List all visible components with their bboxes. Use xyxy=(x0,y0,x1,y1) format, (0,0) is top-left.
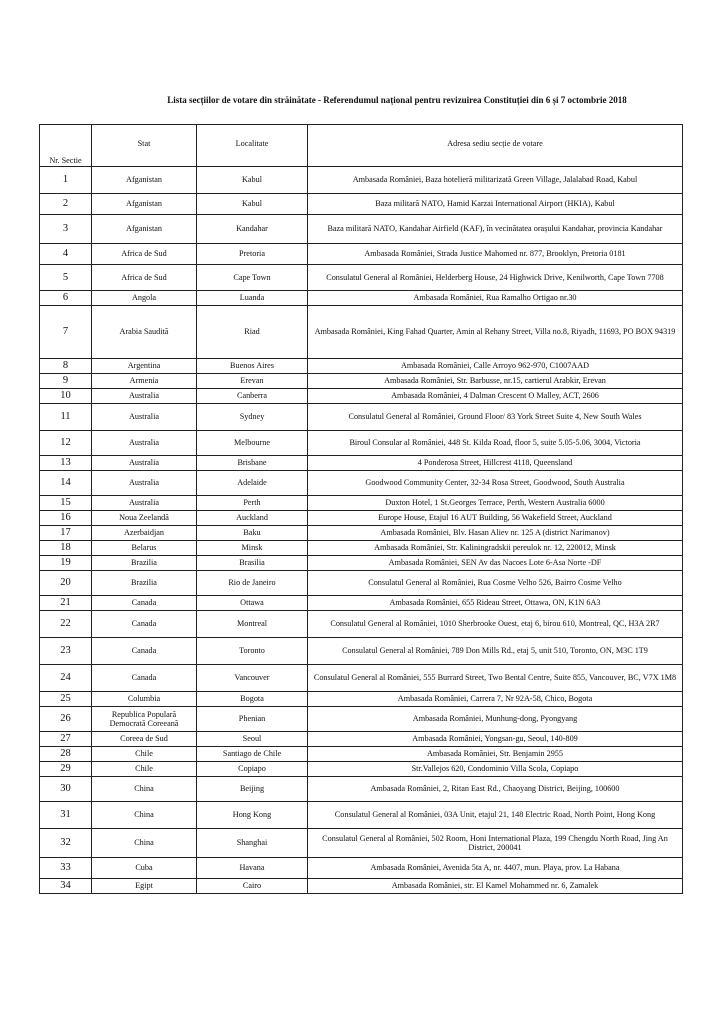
cell-localitate: Copiapo xyxy=(197,762,308,777)
table-row xyxy=(40,431,683,456)
cell-nr: 4 xyxy=(40,244,92,265)
cell-localitate: Auckland xyxy=(197,511,308,526)
cell-nr: 10 xyxy=(40,389,92,404)
table-row xyxy=(40,215,683,244)
cell-adresa: Ambasada României, King Fahad Quarter, Amin al Rehany Street, Villa no.8, Riyadh, 11693, PO BOX 94319 xyxy=(308,306,683,359)
cell-localitate: Cape Town xyxy=(197,265,308,291)
cell-adresa: Goodwood Community Center, 32-34 Rosa Street, Goodwood, South Australia xyxy=(308,471,683,496)
cell-stat: Afganistan xyxy=(92,194,197,215)
cell-adresa: Consulatul General al României, 03A Unit, etajul 21, 148 Electric Road, North Point, Hong Kong xyxy=(308,802,683,829)
cell-nr: 33 xyxy=(40,858,92,879)
table-row xyxy=(40,471,683,496)
cell-nr: 16 xyxy=(40,511,92,526)
cell-adresa: Duxton Hotel, 1 St.Georges Terrace, Perth, Western Australia 6000 xyxy=(308,496,683,511)
cell-stat: Cuba xyxy=(92,858,197,879)
cell-adresa: Consulatul General al României, 502 Room, Honi International Plaza, 199 Chengdu North Road, Jing An District, 200041 xyxy=(308,829,683,858)
table-row xyxy=(40,306,683,359)
cell-localitate: Luanda xyxy=(197,291,308,306)
cell-stat: Afganistan xyxy=(92,167,197,194)
table-row xyxy=(40,732,683,747)
table-row xyxy=(40,879,683,894)
cell-nr: 3 xyxy=(40,215,92,244)
cell-adresa: Consulatul General al României, Rua Cosme Velho 526, Bairro Cosme Velho xyxy=(308,571,683,596)
cell-stat: Africa de Sud xyxy=(92,244,197,265)
cell-localitate: Sydney xyxy=(197,404,308,431)
cell-adresa: Ambasada României, SEN Av das Nacoes Lote 6-Asa Norte -DF xyxy=(308,556,683,571)
cell-stat: Canada xyxy=(92,665,197,692)
cell-localitate: Baku xyxy=(197,526,308,541)
cell-adresa: Ambasada României, Baza hotelieră militarizată Green Village, Jalalabad Road, Kabul xyxy=(308,167,683,194)
table-row xyxy=(40,244,683,265)
table-row xyxy=(40,374,683,389)
table-row xyxy=(40,802,683,829)
cell-adresa: Ambasada României, Munhung-dong, Pyongyang xyxy=(308,707,683,732)
table-row xyxy=(40,167,683,194)
cell-nr: 30 xyxy=(40,777,92,802)
cell-localitate: Vancouver xyxy=(197,665,308,692)
cell-stat: Egipt xyxy=(92,879,197,894)
cell-stat: Canada xyxy=(92,638,197,665)
cell-stat: Chile xyxy=(92,747,197,762)
cell-nr: 15 xyxy=(40,496,92,511)
cell-nr: 21 xyxy=(40,596,92,611)
cell-stat: Azerbaidjan xyxy=(92,526,197,541)
cell-stat: Republica Populară Democrată Coreeană xyxy=(92,707,197,732)
cell-adresa: Baza militară NATO, Hamid Karzai International Airport (HKIA), Kabul xyxy=(308,194,683,215)
cell-localitate: Bogota xyxy=(197,692,308,707)
cell-stat: Noua Zeelandă xyxy=(92,511,197,526)
cell-adresa: Ambasada României, Yongsan-gu, Seoul, 140-809 xyxy=(308,732,683,747)
cell-localitate: Cairo xyxy=(197,879,308,894)
table-row xyxy=(40,829,683,858)
cell-stat: China xyxy=(92,777,197,802)
cell-stat: Arabia Saudită xyxy=(92,306,197,359)
cell-localitate: Ottawa xyxy=(197,596,308,611)
table-row xyxy=(40,194,683,215)
cell-stat: Australia xyxy=(92,471,197,496)
cell-nr: 32 xyxy=(40,829,92,858)
cell-localitate: Havana xyxy=(197,858,308,879)
cell-nr: 1 xyxy=(40,167,92,194)
cell-stat: Columbia xyxy=(92,692,197,707)
table-row xyxy=(40,556,683,571)
cell-adresa: 4 Ponderosa Street, Hillcrest 4118, Queensland xyxy=(308,456,683,471)
cell-adresa: Ambasada României, str. El Kamel Mohammed nr. 6, Zamalek xyxy=(308,879,683,894)
cell-adresa: Ambasada României, 655 Rideau Street, Ottawa, ON, K1N 6A3 xyxy=(308,596,683,611)
cell-localitate: Adelaide xyxy=(197,471,308,496)
table-row xyxy=(40,858,683,879)
cell-stat: Australia xyxy=(92,431,197,456)
cell-localitate: Kabul xyxy=(197,194,308,215)
cell-nr: 24 xyxy=(40,665,92,692)
cell-localitate: Melbourne xyxy=(197,431,308,456)
table-row xyxy=(40,511,683,526)
cell-localitate: Kandahar xyxy=(197,215,308,244)
cell-adresa: Ambasada României, Carrera 7, Nr 92A-58, Chico, Bogota xyxy=(308,692,683,707)
table-row xyxy=(40,692,683,707)
cell-localitate: Hong Kong xyxy=(197,802,308,829)
cell-stat: Brazilia xyxy=(92,556,197,571)
cell-adresa: Ambasada României, Rua Ramalho Ortigao nr.30 xyxy=(308,291,683,306)
cell-adresa: Consulatul General al României, Helderberg House, 24 Highwick Drive, Kenilworth, Cape Town 7708 xyxy=(308,265,683,291)
cell-stat: China xyxy=(92,829,197,858)
cell-nr: 9 xyxy=(40,374,92,389)
cell-localitate: Brisbane xyxy=(197,456,308,471)
cell-adresa: Consulatul General al României, 555 Burrard Street, Two Bental Centre, Suite 855, Vancouver, BC, V7X 1M8 xyxy=(308,665,683,692)
table-row xyxy=(40,762,683,777)
cell-adresa: Ambasada României, Avenida 5ta A, nr. 4407, mun. Playa, prov. La Habana xyxy=(308,858,683,879)
cell-nr: 8 xyxy=(40,359,92,374)
table-row xyxy=(40,541,683,556)
cell-nr: 6 xyxy=(40,291,92,306)
cell-stat: China xyxy=(92,802,197,829)
table-row xyxy=(40,707,683,732)
cell-adresa: Ambasada României, Str. Kaliningradskii pereulok nr. 12, 220012, Minsk xyxy=(308,541,683,556)
header-nr-sectie: Nr. Sectie xyxy=(40,125,92,167)
table-row xyxy=(40,389,683,404)
cell-adresa: Ambasada României, 4 Dalman Crescent O Malley, ACT, 2606 xyxy=(308,389,683,404)
cell-stat: Afganistan xyxy=(92,215,197,244)
cell-adresa: Ambasada României, Blv. Hasan Aliev nr. 125 A (district Narimanov) xyxy=(308,526,683,541)
cell-adresa: Europe House, Etajul 16 AUT Building, 56 Wakefield Street, Auckland xyxy=(308,511,683,526)
table-row xyxy=(40,496,683,511)
cell-nr: 34 xyxy=(40,879,92,894)
cell-nr: 31 xyxy=(40,802,92,829)
table-row xyxy=(40,777,683,802)
cell-nr: 17 xyxy=(40,526,92,541)
table-row xyxy=(40,611,683,638)
table-row xyxy=(40,456,683,471)
cell-nr: 18 xyxy=(40,541,92,556)
table-row xyxy=(40,638,683,665)
cell-nr: 29 xyxy=(40,762,92,777)
cell-localitate: Seoul xyxy=(197,732,308,747)
cell-nr: 12 xyxy=(40,431,92,456)
cell-adresa: Ambasada României, 2, Ritan East Rd., Chaoyang District, Beijing, 100600 xyxy=(308,777,683,802)
cell-localitate: Perth xyxy=(197,496,308,511)
table-header-row xyxy=(40,125,683,167)
cell-stat: Brazilia xyxy=(92,571,197,596)
cell-nr: 11 xyxy=(40,404,92,431)
cell-stat: Australia xyxy=(92,389,197,404)
cell-stat: Argentina xyxy=(92,359,197,374)
cell-localitate: Riad xyxy=(197,306,308,359)
cell-localitate: Santiago de Chile xyxy=(197,747,308,762)
document-title: Lista secțiilor de votare din străinătate - Referendumul național pentru revizuirea Constituției din 6 și 7 octombrie 2018 xyxy=(167,95,627,105)
cell-stat: Australia xyxy=(92,496,197,511)
cell-localitate: Shanghai xyxy=(197,829,308,858)
polling-stations-table xyxy=(39,124,683,894)
cell-nr: 26 xyxy=(40,707,92,732)
cell-nr: 20 xyxy=(40,571,92,596)
cell-adresa: Baza militară NATO, Kandahar Airfield (KAF), în vecinătatea orașului Kandahar, provincia Kandahar xyxy=(308,215,683,244)
cell-localitate: Rio de Janeiro xyxy=(197,571,308,596)
cell-nr: 19 xyxy=(40,556,92,571)
table-row xyxy=(40,526,683,541)
cell-adresa: Ambasada României, Calle Arroyo 962-970, C1007AAD xyxy=(308,359,683,374)
header-adresa: Adresa sediu secție de votare xyxy=(308,125,683,167)
cell-localitate: Kabul xyxy=(197,167,308,194)
cell-localitate: Beijing xyxy=(197,777,308,802)
cell-stat: Africa de Sud xyxy=(92,265,197,291)
cell-nr: 25 xyxy=(40,692,92,707)
cell-adresa: Consulatul General al României, Ground Floor/ 83 York Street Suite 4, New South Wales xyxy=(308,404,683,431)
cell-localitate: Buenos Aires xyxy=(197,359,308,374)
cell-adresa: Str.Vallejos 620, Condominio Villa Scola, Copiapo xyxy=(308,762,683,777)
cell-nr: 14 xyxy=(40,471,92,496)
table-row xyxy=(40,571,683,596)
table-row xyxy=(40,665,683,692)
table-row xyxy=(40,404,683,431)
cell-adresa: Ambasada României, Str. Benjamin 2955 xyxy=(308,747,683,762)
cell-adresa: Consulatul General al României, 1010 Sherbrooke Ouest, etaj 6, birou 610, Montreal, QC, H3A 2R7 xyxy=(308,611,683,638)
header-localitate: Localitate xyxy=(197,125,308,167)
cell-nr: 7 xyxy=(40,306,92,359)
cell-stat: Armenia xyxy=(92,374,197,389)
cell-stat: Angola xyxy=(92,291,197,306)
cell-nr: 13 xyxy=(40,456,92,471)
cell-localitate: Canberra xyxy=(197,389,308,404)
cell-stat: Belarus xyxy=(92,541,197,556)
cell-localitate: Brasilia xyxy=(197,556,308,571)
table-row xyxy=(40,291,683,306)
cell-adresa: Biroul Consular al României, 448 St. Kilda Road, floor 5, suite 5.05-5.06, 3004, Victoria xyxy=(308,431,683,456)
cell-stat: Canada xyxy=(92,596,197,611)
table-row xyxy=(40,747,683,762)
cell-localitate: Montreal xyxy=(197,611,308,638)
cell-localitate: Erevan xyxy=(197,374,308,389)
cell-nr: 2 xyxy=(40,194,92,215)
table-row xyxy=(40,359,683,374)
cell-stat: Australia xyxy=(92,456,197,471)
table-row xyxy=(40,265,683,291)
cell-nr: 5 xyxy=(40,265,92,291)
cell-localitate: Pretoria xyxy=(197,244,308,265)
cell-localitate: Minsk xyxy=(197,541,308,556)
cell-nr: 28 xyxy=(40,747,92,762)
cell-nr: 23 xyxy=(40,638,92,665)
cell-localitate: Phenian xyxy=(197,707,308,732)
cell-adresa: Consulatul General al României, 789 Don Mills Rd., etaj 5, unit 510, Toronto, ON, M3C 1T9 xyxy=(308,638,683,665)
cell-stat: Chile xyxy=(92,762,197,777)
cell-stat: Australia xyxy=(92,404,197,431)
cell-adresa: Ambasada României, Str. Barbusse, nr.15, cartierul Arabkir, Erevan xyxy=(308,374,683,389)
cell-adresa: Ambasada României, Strada Justice Mahomed nr. 877, Brooklyn, Pretoria 0181 xyxy=(308,244,683,265)
cell-stat: Coreea de Sud xyxy=(92,732,197,747)
header-stat: Stat xyxy=(92,125,197,167)
cell-localitate: Toronto xyxy=(197,638,308,665)
cell-nr: 22 xyxy=(40,611,92,638)
table-row xyxy=(40,596,683,611)
cell-nr: 27 xyxy=(40,732,92,747)
cell-stat: Canada xyxy=(92,611,197,638)
